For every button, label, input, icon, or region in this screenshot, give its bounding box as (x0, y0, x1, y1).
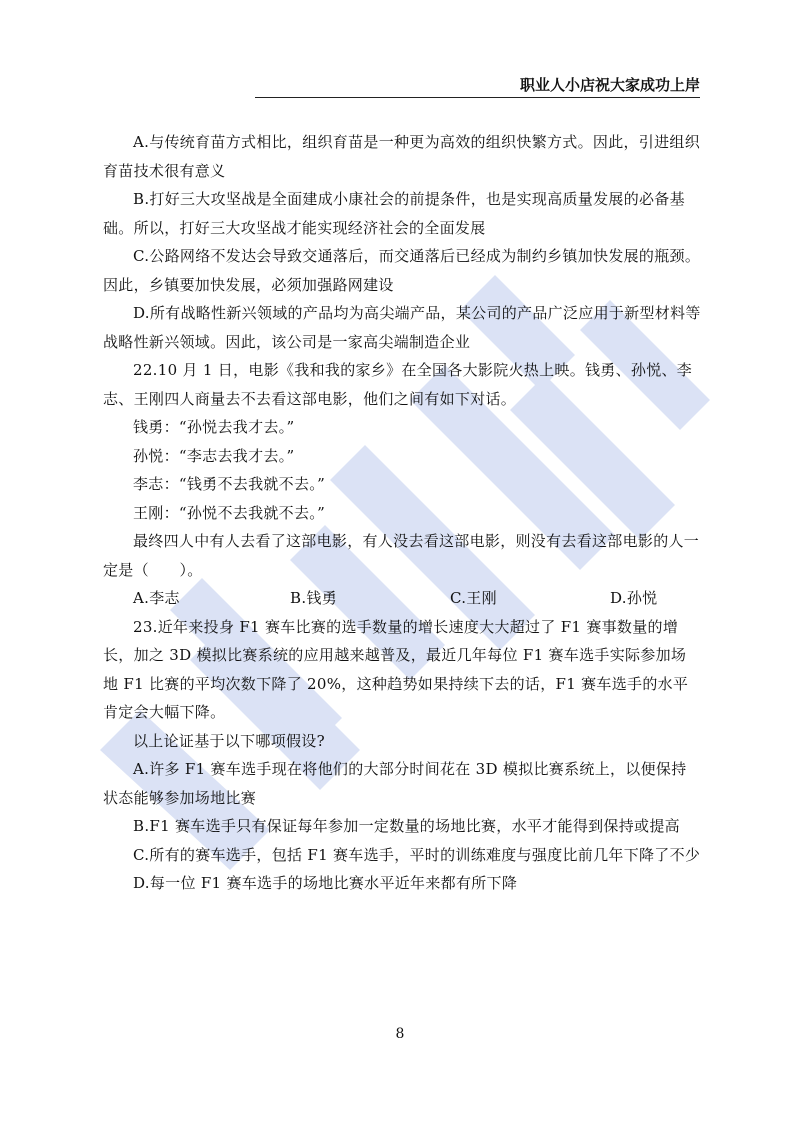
q23-stem: 23.近年来投身 F1 赛车比赛的选手数量的增长速度大大超过了 F1 赛事数量的增长，加之 3D 模拟比赛系统的应用越来越普及，最近几年每位 F1 赛车选手实际参加场地 F1 比赛的平均次数下降了 20%，这种趋势如果持续下去的话，F1 赛车选手的水平肯定会大幅下降。 (103, 617, 689, 721)
q22-stem: 22.10 月 1 日，电影《我和我的家乡》在全国各大影院火热上映。钱勇、孙悦、李志、王刚四人商量去不去看这部电影，他们之间有如下对话。 (103, 361, 693, 408)
q22-dialogue-line: 孙悦：“李志去我才去。” (133, 446, 295, 465)
q21-option-c: C.公路网络不发达会导致交通落后，而交通落后已经成为制约乡镇加快发展的瓶颈。因此，乡镇要加快发展，必须加强路网建设 (103, 247, 701, 294)
q22-dialogue-line: 李志：“钱勇不去我就不去。” (133, 475, 326, 493)
q23-option-d: D.每一位 F1 赛车选手的场地比赛水平近年来都有所下降 (133, 874, 518, 892)
q21-option-d: D.所有战略性新兴领域的产品均为高尖端产品，某公司的产品广泛应用于新型材料等战略性新兴领域。因此，该公司是一家高尖端制造企业 (103, 304, 701, 351)
q23-option-c: C.所有的赛车选手，包括 F1 赛车选手，平时的训练难度与强度比前几年下降了不少 (133, 845, 701, 864)
q21-option-b: B.打好三大攻坚战是全面建成小康社会的前提条件，也是实现高质量发展的必备基础。所以，打好三大攻坚战才能实现经济社会的全面发展 (103, 190, 685, 237)
q23-option-a: A.许多 F1 赛车选手现在将他们的大部分时间花在 3D 模拟比赛系统上，以便保持状态能够参加场地比赛 (103, 760, 687, 807)
q23-option-b: B.F1 赛车选手只有保证每年参加一定数量的场地比赛，水平才能得到保持或提高 (133, 817, 680, 835)
q23-question: 以上论证基于以下哪项假设? (133, 731, 325, 750)
header-rule (255, 97, 700, 98)
q22-dialogue-line: 王刚：“孙悦不去我就不去。” (133, 503, 326, 522)
q21-option-a: A.与传统育苗方式相比，组织育苗是一种更为高效的组织快繁方式。因此，引进组织育苗技术很有意义 (103, 133, 701, 180)
q22-option-c: C.王刚 (450, 589, 497, 607)
q22-option-b: B.钱勇 (290, 589, 337, 607)
q22-question: 最终四人中有人去看了这部电影，有人没去看这部电影，则没有去看这部电影的人一定是（ ）。 (103, 532, 700, 579)
q22-options (103, 584, 701, 613)
q22-option-a: A.李志 (133, 589, 180, 607)
page-number: 8 (395, 1026, 405, 1042)
q22-option-d: D.孙悦 (610, 589, 658, 607)
page-header-title: 职业人小店祝大家成功上岸 (519, 76, 700, 94)
page-content (103, 128, 701, 898)
q22-dialogue-line: 钱勇：“孙悦去我才去。” (133, 418, 295, 436)
